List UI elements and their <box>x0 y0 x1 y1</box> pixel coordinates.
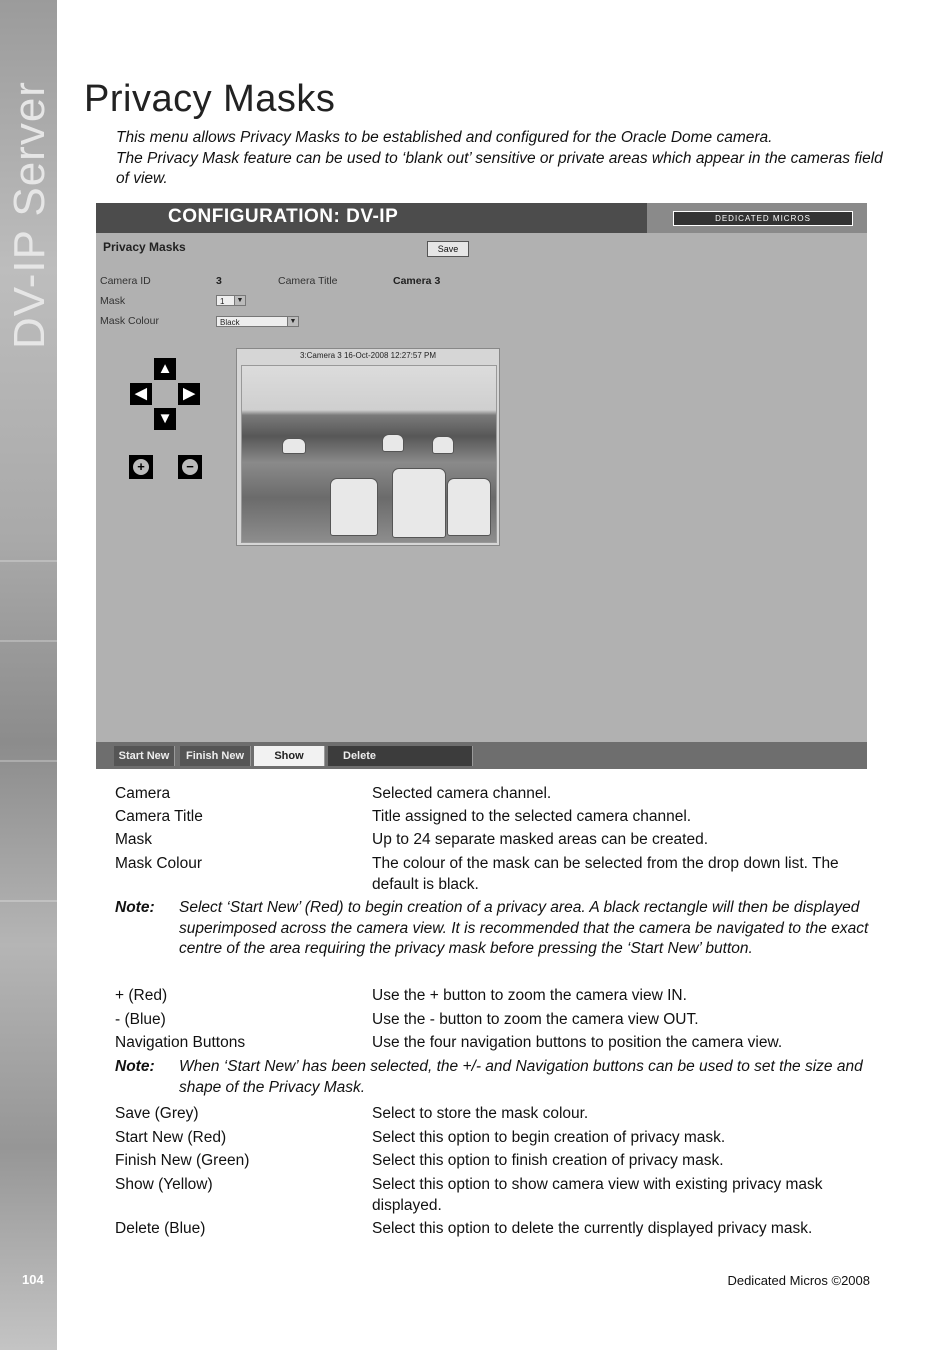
definition-text: Selected camera channel. <box>372 785 552 802</box>
chevron-down-icon: ▼ <box>287 317 298 326</box>
start-new-button[interactable]: Start New <box>114 746 175 766</box>
nav-right-button[interactable] <box>178 383 200 405</box>
definition-text: Select this option to show camera view with existing privacy mask displayed. <box>372 1176 823 1214</box>
mask-label: Mask <box>100 295 126 307</box>
brand-logo: DEDICATED MICROS <box>673 211 853 226</box>
sidebar <box>0 0 57 1350</box>
zoom-out-button[interactable] <box>178 455 202 479</box>
mask-select-value: 1 <box>220 297 225 306</box>
car-graphic <box>382 434 404 452</box>
definition-term: Save (Grey) <box>115 1105 199 1122</box>
arrow-left-icon: ◀ <box>135 385 147 402</box>
definition-text: Use the four navigation buttons to position the camera view. <box>372 1034 783 1051</box>
footer-copyright: Dedicated Micros ©2008 <box>727 1273 870 1288</box>
note-text: Select ‘Start New’ (Red) to begin creation of a privacy area. A black rectangle will then be displayed superimposed across the camera view. It is recommended that the camera be navigated to the exact centre of the area requiring the privacy mask before pressing the ‘Start New’ button. <box>179 899 869 957</box>
definition-term: Camera <box>115 785 171 802</box>
definition-text: Select this option to begin creation of privacy mask. <box>372 1129 726 1146</box>
minus-icon: − <box>182 459 198 475</box>
finish-new-button[interactable]: Finish New <box>180 746 251 766</box>
chevron-down-icon: ▼ <box>234 296 245 305</box>
arrow-right-icon: ▶ <box>183 385 195 402</box>
show-button[interactable]: Show <box>254 746 325 766</box>
nav-left-button[interactable] <box>130 383 152 405</box>
plus-icon: + <box>133 459 149 475</box>
definition-term: Camera Title <box>115 808 203 825</box>
mask-colour-select[interactable] <box>216 316 299 327</box>
car-graphic <box>392 468 446 538</box>
sidebar-vertical-title: DV-IP Server <box>5 81 54 349</box>
definition-text: Use the + button to zoom the camera view IN. <box>372 987 687 1004</box>
definition-term: Start New (Red) <box>115 1129 227 1146</box>
configuration-screenshot <box>96 203 867 769</box>
nav-down-button[interactable] <box>154 408 176 430</box>
car-graphic <box>282 438 306 454</box>
screenshot-header <box>96 203 867 233</box>
camera-caption: 3:Camera 3 16-Oct-2008 12:27:57 PM <box>299 351 437 360</box>
note-label: Note: <box>115 899 155 916</box>
definition-text: Select to store the mask colour. <box>372 1105 589 1122</box>
arrow-up-icon: ▲ <box>157 360 173 377</box>
note-label: Note: <box>115 1058 155 1075</box>
mask-select[interactable] <box>216 295 246 306</box>
nav-up-button[interactable] <box>154 358 176 380</box>
sidebar-decoration <box>0 640 57 642</box>
definition-term: Finish New (Green) <box>115 1152 250 1169</box>
mask-colour-select-value: Black <box>220 318 240 327</box>
camera-id-value: 3 <box>216 275 222 287</box>
car-graphic <box>330 478 378 536</box>
zoom-in-button[interactable] <box>129 455 153 479</box>
screenshot-title: CONFIGURATION: DV-IP <box>168 206 399 227</box>
page-title: Privacy Masks <box>84 78 336 120</box>
definition-term: Delete (Blue) <box>115 1220 206 1237</box>
definition-text: Select this option to delete the currently displayed privacy mask. <box>372 1220 813 1237</box>
car-graphic <box>432 436 454 454</box>
camera-id-label: Camera ID <box>100 275 151 287</box>
definition-text: The colour of the mask can be selected from the drop down list. The default is black. <box>372 855 839 893</box>
arrow-down-icon: ▼ <box>157 410 173 427</box>
definition-term: Mask <box>115 831 153 848</box>
section-label: Privacy Masks <box>103 240 186 254</box>
delete-button[interactable]: Delete <box>328 746 473 766</box>
sidebar-decoration <box>0 560 57 562</box>
brand-area <box>647 203 867 233</box>
mask-colour-label: Mask Colour <box>100 315 159 327</box>
intro-line: The Privacy Mask feature can be used to ‘blank out’ sensitive or private areas which appear in the cameras field of view. <box>116 149 883 187</box>
definition-term: Show (Yellow) <box>115 1176 213 1193</box>
definition-text: Title assigned to the selected camera channel. <box>372 808 692 825</box>
intro-line: This menu allows Privacy Masks to be established and configured for the Oracle Dome camera. <box>116 129 773 146</box>
car-graphic <box>447 478 491 536</box>
definition-term: - (Blue) <box>115 1011 166 1028</box>
camera-view-panel <box>236 348 500 546</box>
definition-term: Navigation Buttons <box>115 1034 246 1051</box>
button-bar <box>96 742 867 769</box>
intro-text <box>116 128 886 190</box>
save-button[interactable]: Save <box>427 241 469 257</box>
definition-text: Up to 24 separate masked areas can be created. <box>372 831 709 848</box>
definition-term: + (Red) <box>115 987 168 1004</box>
sidebar-decoration <box>0 900 57 902</box>
camera-image <box>241 365 497 543</box>
definition-text: Use the - button to zoom the camera view OUT. <box>372 1011 699 1028</box>
definition-text: Select this option to finish creation of privacy mask. <box>372 1152 724 1169</box>
definition-term: Mask Colour <box>115 855 202 872</box>
camera-title-label: Camera Title <box>278 275 338 287</box>
page-number: 104 <box>22 1272 44 1287</box>
sidebar-decoration <box>0 760 57 762</box>
camera-title-value: Camera 3 <box>393 275 441 287</box>
note-text: When ‘Start New’ has been selected, the +/- and Navigation buttons can be used to set the size and shape of the Privacy Mask. <box>179 1058 863 1096</box>
